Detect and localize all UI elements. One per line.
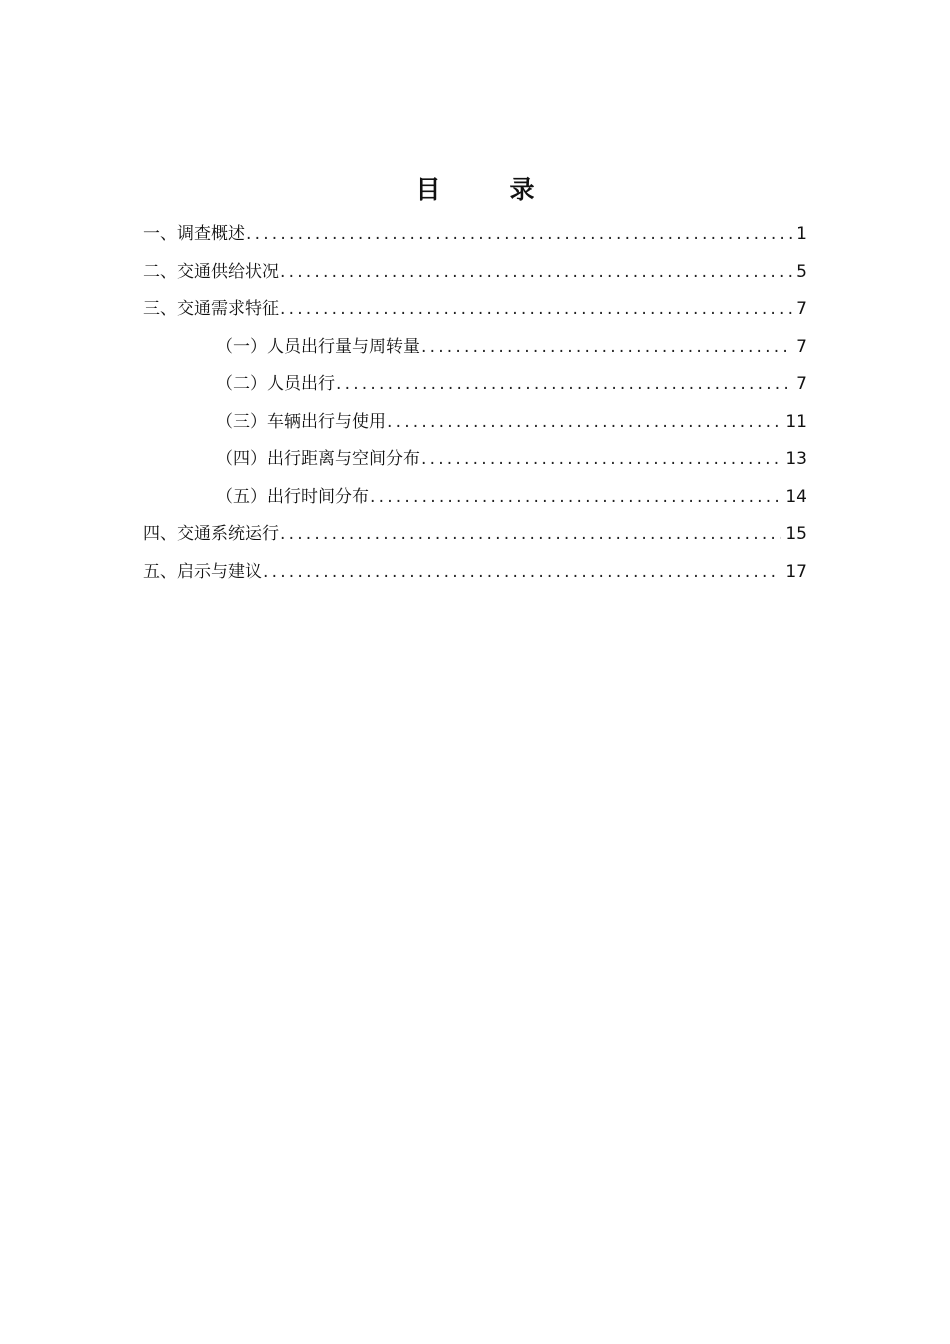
- toc-entry-text: （四）出行距离与空间分布: [216, 449, 420, 469]
- toc-entry-text: 四、交通系统运行: [143, 524, 279, 544]
- toc-entry-recommendations[interactable]: [143, 554, 807, 592]
- toc-dot-leader: [387, 404, 781, 442]
- toc-page-number: 7: [796, 336, 807, 357]
- toc-entry-trip-volume[interactable]: [143, 329, 807, 367]
- toc-entry-text: （五）出行时间分布: [216, 486, 369, 507]
- table-of-contents: [143, 216, 807, 591]
- toc-dot-leader: [263, 554, 781, 592]
- toc-page-number: 13: [785, 449, 807, 469]
- toc-page-number: 11: [785, 411, 807, 432]
- toc-entry-traffic-demand[interactable]: [143, 291, 807, 329]
- toc-dot-leader: [421, 441, 781, 479]
- toc-entry-text: （一）人员出行量与周转量: [216, 336, 420, 357]
- toc-entry-person-trips[interactable]: [143, 366, 807, 404]
- toc-dot-leader: [246, 216, 792, 254]
- toc-dot-leader: [280, 291, 792, 329]
- toc-entry-text: （二）人员出行: [216, 374, 335, 394]
- toc-dot-leader: [280, 516, 781, 554]
- toc-page-number: 15: [785, 524, 807, 544]
- toc-page-number: 7: [796, 299, 807, 319]
- toc-dot-leader: [421, 329, 792, 367]
- toc-page-number: 7: [796, 374, 807, 394]
- toc-entry-system-operation[interactable]: [143, 516, 807, 554]
- toc-entry-time-distribution[interactable]: [143, 479, 807, 517]
- toc-dot-leader: [280, 254, 792, 292]
- toc-entry-text: 五、启示与建议: [143, 561, 262, 582]
- toc-dot-leader: [336, 366, 792, 404]
- toc-entry-text: 二、交通供给状况: [143, 261, 279, 282]
- toc-entry-text: 一、调查概述: [143, 224, 245, 244]
- toc-entry-text: 三、交通需求特征: [143, 299, 279, 319]
- toc-page-number: 5: [796, 261, 807, 282]
- toc-title: 目 录: [415, 175, 557, 204]
- toc-page-number: 1: [796, 224, 807, 244]
- toc-page-number: 14: [785, 486, 807, 507]
- toc-entry-distance-distribution[interactable]: [143, 441, 807, 479]
- toc-entry-survey-overview[interactable]: [143, 216, 807, 254]
- toc-entry-text: （三）车辆出行与使用: [216, 411, 386, 432]
- toc-entry-traffic-supply[interactable]: [143, 254, 807, 292]
- toc-page-number: 17: [785, 561, 807, 582]
- toc-dot-leader: [370, 479, 781, 517]
- toc-entry-vehicle-trips[interactable]: [143, 404, 807, 442]
